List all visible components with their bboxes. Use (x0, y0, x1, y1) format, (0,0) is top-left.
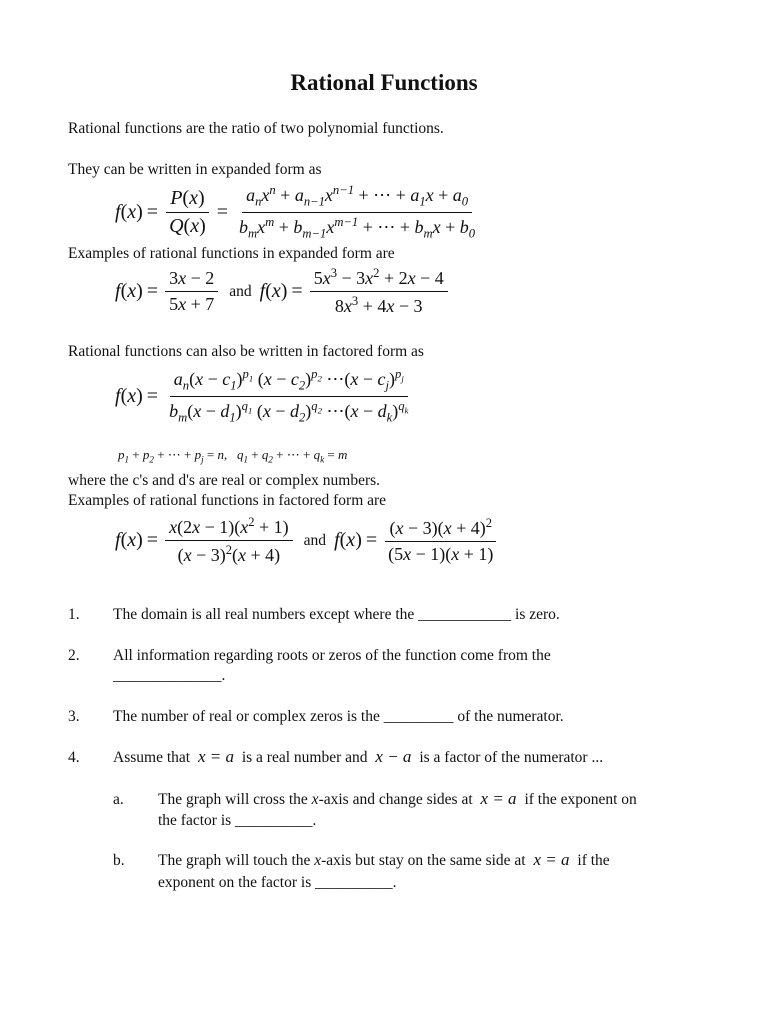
item-2-label: 2. (68, 647, 80, 664)
item-1-text: The domain is all real numbers except where the ____________ is zero. (113, 606, 560, 623)
intro-text: Rational functions are the ratio of two polynomial functions. (68, 120, 444, 137)
factored-form-formula: f ( x ) = $\frac{a_n(x - c_1)^{p_1} (x - c_2)^{p_2} \cdots(x - c_j)^{p_j}}{b_m(x - d_1)^{q_1} (x - d_2)^{q_2} \cdots(x - d_k)^{q_k}}$ (115, 367, 409, 425)
expanded-examples-intro: Examples of rational functions in expanded form are (68, 245, 395, 262)
subitem-a-text-a: The graph will cross the (158, 791, 312, 808)
item-4-text-a: Assume that (113, 749, 191, 766)
subitem-b-text-c: if the (577, 852, 610, 869)
factored-examples-intro: Examples of rational functions in factored form are (68, 492, 387, 509)
item-2-blank: ______________. (113, 667, 226, 684)
item-4-label: 4. (68, 749, 80, 766)
exponent-sum-formula: $p_1 + p_2$ + ⋯ + $p_j = n$, $q_1 + q_2$ + ⋯ + $q_k = m$ (118, 447, 348, 465)
subitem-a-math: x = a (480, 789, 517, 808)
subitem-b-line2: exponent on the factor is __________. (158, 874, 397, 891)
item-4-text-c: is a factor of the numerator ... (419, 749, 604, 766)
subitem-b-x: x (314, 852, 322, 869)
subitem-a-line2: the factor is __________. (158, 812, 317, 829)
item-3-label: 3. (68, 708, 80, 725)
expanded-intro: They can be written in expanded form as (68, 161, 322, 178)
item-4-math-b: x − a (375, 747, 412, 766)
expanded-form-formula: f ( x ) = $\frac{P(x)}{Q(x)}$ = $\frac{a_nx^n + a_{n-1}x^{n-1} + \cdots + a_1x + a_0}{b_mx^m + b_{m-1}x^{m-1} + \cdots + b_mx + b_0}$ (115, 183, 476, 241)
item-2-text: All information regarding roots or zeros of the function come from the (113, 647, 551, 664)
factored-intro: Rational functions can also be written in factored form as (68, 343, 424, 360)
where-note: where the c's and d's are real or complex numbers. (68, 472, 381, 489)
expanded-examples-formula: f ( x ) = $\frac{3x - 2}{5x + 7}$ and f ( x ) = $\frac{5x^3 - 3x^2 + 2x - 4}{8x^3 + 4x - 3}$ (115, 266, 451, 317)
factored-examples-formula: f ( x ) = $\frac{x(2x - 1)(x^2 + 1)}{(x - 3)^2(x + 4)}$ and f ( x ) = $\frac{(x - 3)(x + 4)^2}{(5x - 1)(x + 1)}$ (115, 515, 500, 566)
and-word-2: and (303, 531, 327, 549)
subitem-a-text (158, 789, 637, 809)
and-word: and (229, 282, 252, 300)
subitem-b-label: b. (113, 852, 125, 869)
item-3-text: The number of real or complex zeros is the _________ of the numerator. (113, 708, 564, 725)
subitem-b-text-b: -axis but stay on the same side at (321, 852, 526, 869)
subitem-a-text-b: -axis and change sides at (318, 791, 473, 808)
subitem-a-text-c: if the exponent on (524, 791, 637, 808)
item-4-text (113, 747, 603, 767)
item-4-text-b: is a real number and (241, 749, 368, 766)
subitem-b-text (158, 850, 610, 870)
subitem-b-math: x = a (533, 850, 570, 869)
page-title: Rational Functions (290, 70, 478, 95)
subitem-b-text-a: The graph will touch the (158, 852, 315, 869)
item-4-math-a: x = a (197, 747, 234, 766)
subitem-a-label: a. (113, 791, 124, 808)
item-1-label: 1. (68, 606, 80, 623)
subitem-a-x: x (311, 791, 319, 808)
